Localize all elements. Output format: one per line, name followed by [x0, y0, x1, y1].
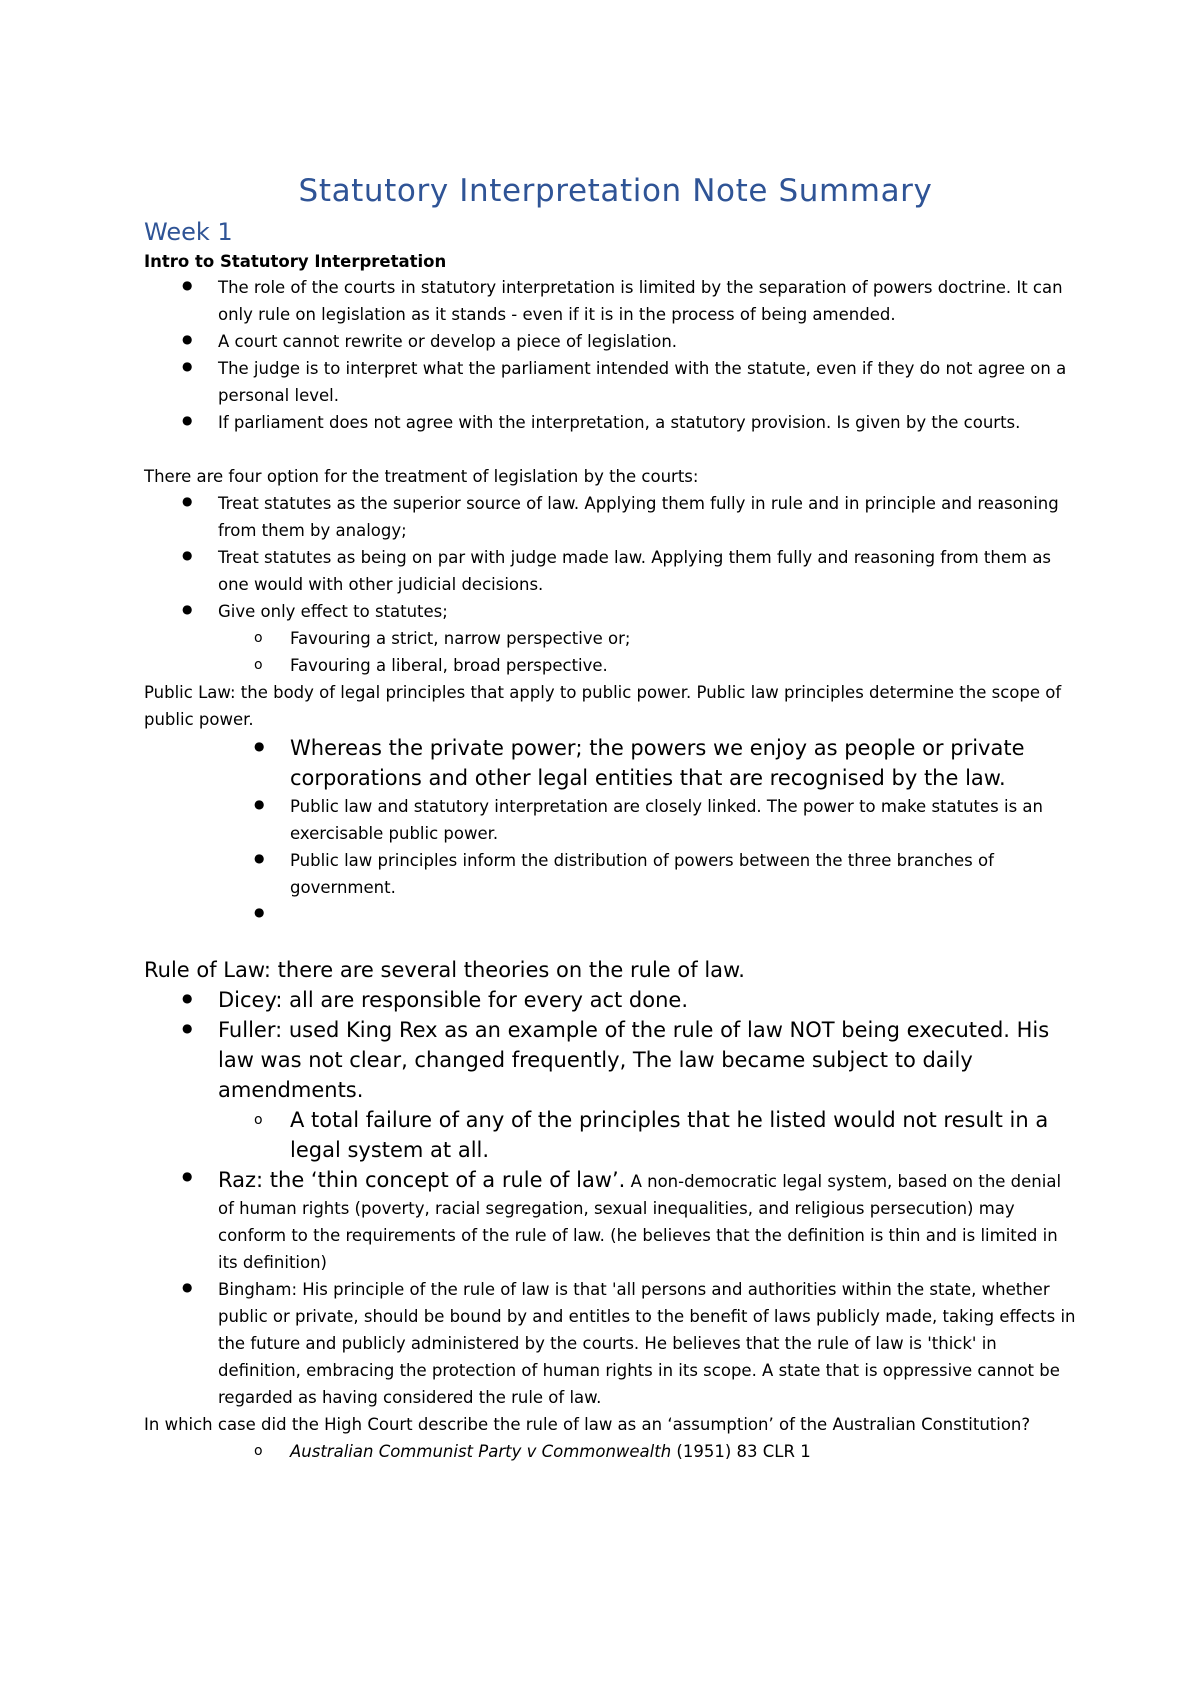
public-law-bullet-list	[144, 733, 1079, 928]
list-item: ● Dicey: all are responsible for every act done.	[144, 985, 1079, 1015]
options-intro: There are four option for the treatment of legislation by the courts:	[144, 467, 699, 486]
list-item: o Favouring a strict, narrow perspective or;	[144, 625, 1079, 652]
document-body	[144, 170, 1079, 1465]
list-item: ● Bingham: His principle of the rule of law is that 'all persons and authorities within the state, whether public or private, should be bound by and entitles to the benefit of laws publicly made, taking effects in the future and publicly administered by the courts. He believes that the rule of law is 'thick' in definition, embracing the protection of human rights in its scope. A state that is oppressive cannot be regarded as having considered the rule of law.	[144, 1276, 1079, 1411]
list-item: ● The judge is to interpret what the parliament intended with the statute, even if they do not agree on a personal level.	[144, 355, 1079, 409]
list-item: ● Public law principles inform the distribution of powers between the three branches of government.	[144, 847, 1079, 901]
case-citation: (1951) 83 CLR 1	[671, 1442, 811, 1461]
review-question: In which case did the High Court describe the rule of law as an ‘assumption’ of the Australian Constitution?	[144, 1415, 1031, 1434]
list-item: ● Treat statutes as being on par with judge made law. Applying them fully and reasoning from them as one would with other judicial decisions.	[144, 544, 1079, 598]
list-item: o A total failure of any of the principles that he listed would not result in a legal system at all.	[144, 1105, 1079, 1165]
public-law-definition: Public Law: the body of legal principles that apply to public power. Public law principles determine the scope of public power.	[144, 683, 1062, 729]
list-item: ● The role of the courts in statutory interpretation is limited by the separation of powers doctrine. It can only rule on legislation as it stands - even if it is in the process of being amended.	[144, 274, 1079, 328]
list-item: ● Treat statutes as the superior source of law. Applying them fully in rule and in principle and reasoning from them by analogy;	[144, 490, 1079, 544]
intro-bullet-list	[144, 274, 1079, 436]
week-heading: Week 1	[144, 218, 233, 246]
page-title: Statutory Interpretation Note Summary	[298, 173, 933, 209]
rule-of-law-intro: Rule of Law: there are several theories on the rule of law.	[144, 958, 745, 982]
raz-body: A non-democratic legal system, based on the denial of human rights (poverty, racial segregation, sexual inequalities, and religious persecution) may conform to the requirements of the rule of law. (he believes that the definition is thin and is limited in its definition)	[218, 1172, 1062, 1272]
options-bullet-list	[144, 490, 1079, 625]
list-item: ● If parliament does not agree with the interpretation, a statutory provision. Is given by the courts.	[144, 409, 1079, 436]
list-item	[144, 901, 1079, 928]
case-list	[144, 1438, 1079, 1465]
section-subheading: Intro to Statutory Interpretation	[144, 252, 447, 271]
list-item: ● Public law and statutory interpretation are closely linked. The power to make statutes is an exercisable public power.	[144, 793, 1079, 847]
list-item	[144, 1165, 1079, 1276]
list-item: ● Fuller: used King Rex as an example of the rule of law NOT being executed. His law was not clear, changed frequently, The law became subject to daily amendments.	[144, 1015, 1079, 1105]
case-name: Australian Communist Party v Commonwealth	[290, 1442, 672, 1461]
raz-lead: Raz: the ‘thin concept of a rule of law’.	[218, 1168, 626, 1192]
rule-of-law-bullet-list	[144, 985, 1079, 1105]
list-item	[144, 1438, 1079, 1465]
list-item: ● Whereas the private power; the powers we enjoy as people or private corporations and other legal entities that are recognised by the law.	[144, 733, 1079, 793]
list-item: o Favouring a liberal, broad perspective.	[144, 652, 1079, 679]
options-sub-list	[144, 625, 1079, 679]
rule-of-law-bullet-list-2	[144, 1165, 1079, 1411]
fuller-sub-list	[144, 1105, 1079, 1165]
list-item: ● Give only effect to statutes;	[144, 598, 1079, 625]
list-item: ● A court cannot rewrite or develop a piece of legislation.	[144, 328, 1079, 355]
